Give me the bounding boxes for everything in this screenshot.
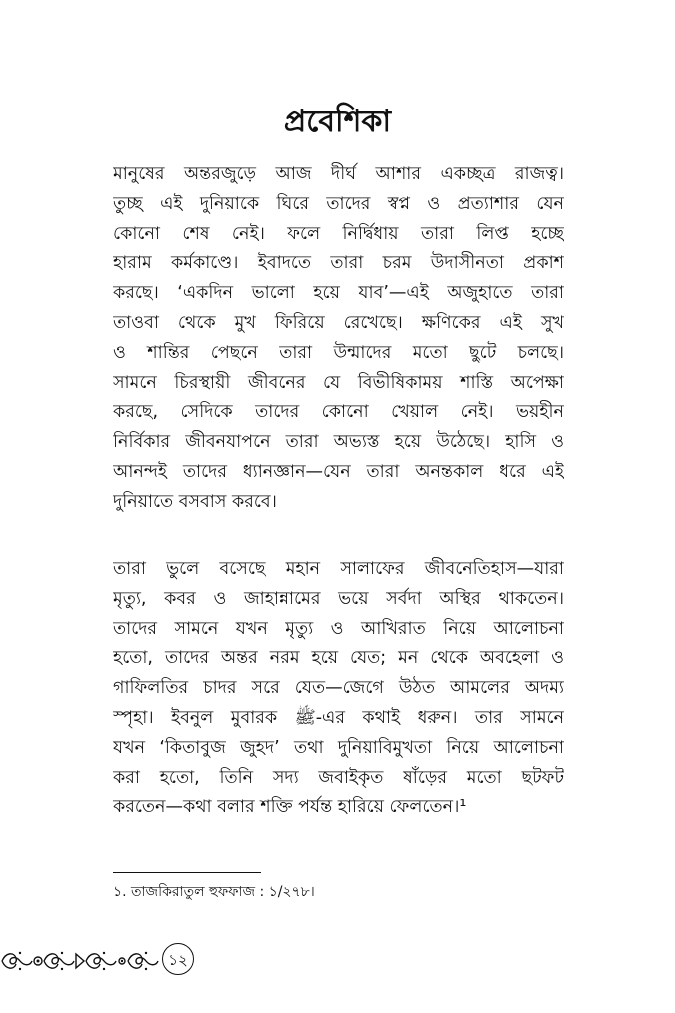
text-line: হারাম কর্মকাণ্ডে। ইবাদতে তারা চরম উদাসীনতা প্রকাশ	[113, 253, 564, 274]
text-line: হতো, তাদের অন্তর নরম হয়ে যেত; মন থেকে অবহেলা ও	[113, 648, 564, 669]
footnote: ১. তাজকিরাতুল হুফফাজ : ১/২৭৮।	[113, 884, 315, 900]
text-line: নির্বিকার জীবনযাপনে তারা অভ্যস্ত হয়ে উঠেছে। হাসি ও	[113, 432, 564, 453]
text-line: তাদের সামনে যখন মৃত্যু ও আখিরাত নিয়ে আলোচনা	[113, 618, 564, 639]
text-line: করা হতো, তিনি সদ্য জবাইকৃত ষাঁড়ের মতো ছটফট	[113, 767, 564, 788]
paragraph-1	[113, 160, 564, 518]
text-line: দুনিয়াতে বসবাস করবে।	[113, 491, 277, 512]
text-line: গাফিলতির চাদর সরে যেত—জেগে উঠত আমলের অদম্য	[113, 678, 564, 699]
footnote-divider	[113, 872, 261, 873]
text-line: করতেন—কথা বলার শক্তি পর্যন্ত হারিয়ে ফেলতেন।¹	[113, 797, 467, 818]
text-line: মানুষের অন্তরজুড়ে আজ দীর্ঘ আশার একচ্ছত্র রাজত্ব।	[113, 164, 564, 184]
paragraph-2	[113, 555, 564, 823]
page-title: প্রবেশিকা	[283, 104, 392, 139]
text-line: তুচ্ছ এই দুনিয়াকে ঘিরে তাদের স্বপ্ন ও প্রত্যাশার যেন	[113, 193, 564, 214]
text-line: মৃত্যু, কবর ও জাহান্নামের ভয়ে সর্বদা অস্থির থাকতেন।	[113, 588, 564, 609]
text-line: করছে। ‘একদিন ভালো হয়ে যাব’—এই অজুহাতে তারা	[113, 283, 564, 304]
text-line: সামনে চিরস্থায়ী জীবনের যে বিভীষিকাময় শাস্তি অপেক্ষা	[113, 372, 564, 393]
text-line: যখন ‘কিতাবুজ জুহদ’ তথা দুনিয়াবিমুখতা নিয়ে আলোচনা	[113, 737, 564, 758]
text-line: আনন্দই তাদের ধ্যানজ্ঞান—যেন তারা অনন্তকাল ধরে এই	[113, 461, 564, 482]
text-line: তারা ভুলে বসেছে মহান সালাফের জীবনেতিহাস—যারা	[113, 559, 564, 579]
page-number-badge: ১২	[162, 943, 194, 975]
text-line: স্পৃহা। ইবনুল মুবারক ﷺ-এর কথাই ধরুন। তার সামনে	[113, 707, 564, 728]
text-line: তাওবা থেকে মুখ ফিরিয়ে রেখেছে। ক্ষণিকের এই সুখ	[113, 312, 564, 333]
text-line: ও শান্তির পেছনে তারা উন্মাদের মতো ছুটে চলছে।	[113, 342, 564, 363]
floral-border-ornament-icon	[0, 944, 160, 978]
text-line: করছে, সেদিকে তাদের কোনো খেয়াল নেই। ভয়হীন	[113, 402, 564, 423]
text-line: কোনো শেষ নেই। ফলে নির্দ্বিধায় তারা লিপ্ত হচ্ছে	[113, 223, 564, 244]
